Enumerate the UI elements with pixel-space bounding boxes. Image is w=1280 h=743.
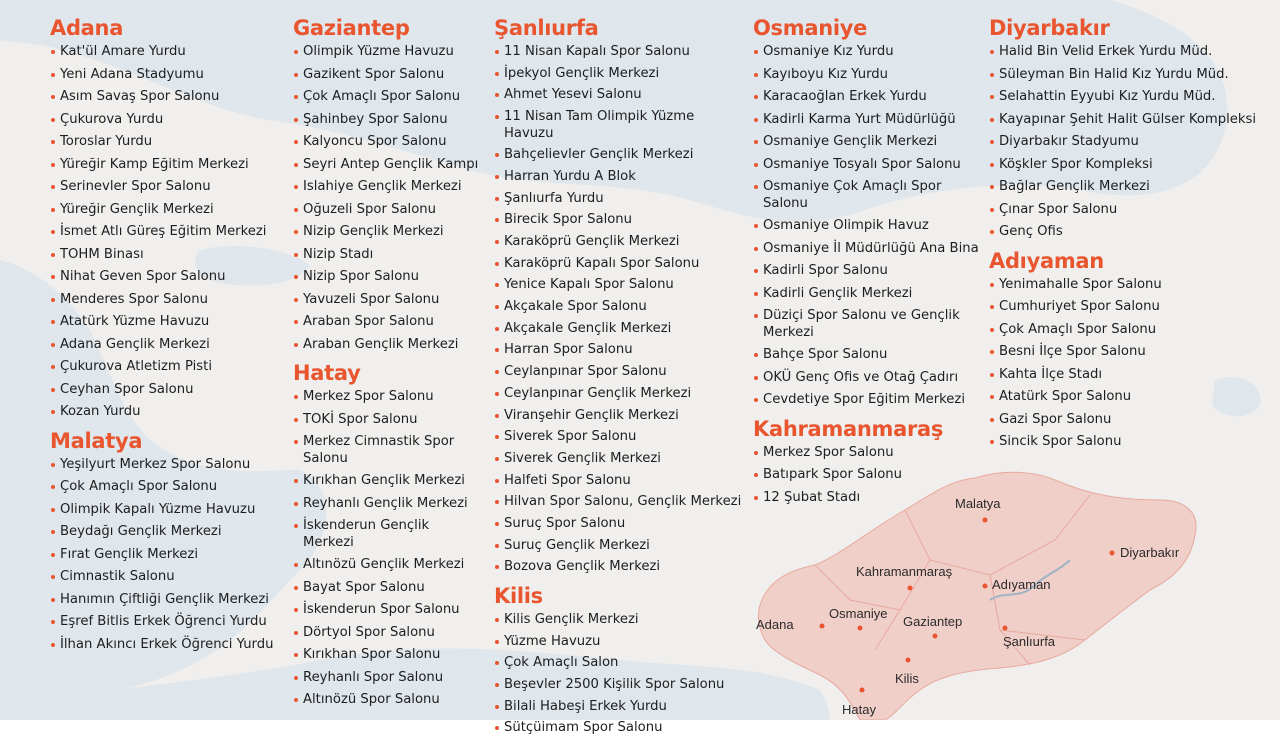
facility-item: Gazi Spor Salonu: [989, 412, 1259, 429]
city-heading: Osmaniye: [753, 16, 868, 40]
facility-item: Halfeti Spor Salonu: [494, 473, 744, 490]
facility-item: Osmaniye Gençlik Merkezi: [753, 134, 983, 151]
map-label-adana: Adana: [756, 617, 794, 632]
city-heading: Gaziantep: [293, 16, 410, 40]
facility-item: Islahiye Gençlik Merkezi: [293, 179, 483, 196]
facility-item: Batıpark Spor Salonu: [753, 467, 983, 484]
facility-item: Fırat Gençlik Merkezi: [50, 547, 275, 564]
facility-item: Nizip Gençlik Merkezi: [293, 224, 483, 241]
facility-item: Birecik Spor Salonu: [494, 212, 744, 229]
facility-item: OKÜ Genç Ofis ve Otağ Çadırı: [753, 370, 983, 387]
city-heading: Adıyaman: [989, 248, 1104, 273]
facility-item: Cumhuriyet Spor Salonu: [989, 299, 1259, 316]
facility-item: Beşevler 2500 Kişilik Spor Salonu: [494, 677, 744, 694]
facility-item: Yenice Kapalı Spor Salonu: [494, 277, 744, 294]
facility-item: Çınar Spor Salonu: [989, 202, 1259, 219]
facility-item: İlhan Akıncı Erkek Öğrenci Yurdu: [50, 637, 275, 654]
facility-item: Çok Amaçlı Spor Salonu: [50, 479, 275, 496]
facility-item: Akçakale Spor Salonu: [494, 299, 744, 316]
facility-item: Serinevler Spor Salonu: [50, 179, 275, 196]
facility-item: Çok Amaçlı Salon: [494, 655, 744, 672]
facility-item: Kalyoncu Spor Salonu: [293, 134, 483, 151]
facility-item: Kozan Yurdu: [50, 404, 275, 421]
facility-item: Viranşehir Gençlik Merkezi: [494, 408, 744, 425]
facility-item: Cimnastik Salonu: [50, 569, 275, 586]
facility-item: 11 Nisan Tam Olimpik Yüzme Havuzu: [494, 109, 744, 142]
facility-list: [753, 445, 983, 507]
column-3: [494, 14, 744, 743]
facility-item: Sincik Spor Salonu: [989, 434, 1259, 451]
city-heading: Diyarbakır: [989, 16, 1110, 40]
facility-item: Siverek Spor Salonu: [494, 429, 744, 446]
facility-item: Çok Amaçlı Spor Salonu: [989, 322, 1259, 339]
facility-item: Bozova Gençlik Merkezi: [494, 559, 744, 576]
facility-item: Kahta İlçe Stadı: [989, 367, 1259, 384]
city-heading: Kahramanmaraş: [753, 416, 944, 441]
facility-item: Yenimahalle Spor Salonu: [989, 277, 1259, 294]
column-5: [989, 14, 1259, 457]
city-heading: Kilis: [494, 583, 543, 608]
facility-item: Nizip Stadı: [293, 247, 483, 264]
facility-item: Çok Amaçlı Spor Salonu: [293, 89, 483, 106]
facility-item: Merkez Spor Salonu: [293, 389, 483, 406]
facility-item: Suruç Spor Salonu: [494, 516, 744, 533]
facility-item: Atatürk Spor Salonu: [989, 389, 1259, 406]
facility-item: Adana Gençlik Merkezi: [50, 337, 275, 354]
facility-item: Kayapınar Şehit Halit Gülser Kompleksi: [989, 112, 1259, 129]
facility-list: [989, 44, 1259, 241]
facility-item: Harran Spor Salonu: [494, 342, 744, 359]
facility-item: Kayıboyu Kız Yurdu: [753, 67, 983, 84]
city-heading: Adana: [50, 16, 124, 40]
facility-item: Yeşilyurt Merkez Spor Salonu: [50, 457, 275, 474]
facility-item: Altınözü Gençlik Merkezi: [293, 557, 483, 574]
column-4: [753, 14, 983, 512]
map-label-malatya: Malatya: [955, 496, 1001, 511]
facility-item: TOHM Binası: [50, 247, 275, 264]
facility-item: İskenderun Gençlik Merkezi: [293, 518, 483, 551]
facility-item: Akçakale Gençlik Merkezi: [494, 321, 744, 338]
facility-item: İsmet Atlı Güreş Eğitim Merkezi: [50, 224, 275, 241]
facility-item: Asım Savaş Spor Salonu: [50, 89, 275, 106]
facility-item: Suruç Gençlik Merkezi: [494, 538, 744, 555]
facility-list: [989, 277, 1259, 451]
facility-item: Siverek Gençlik Merkezi: [494, 451, 744, 468]
facility-item: Beydağı Gençlik Merkezi: [50, 524, 275, 541]
map-label-diyarbakir: Diyarbakır: [1120, 545, 1180, 560]
facility-item: Yeni Adana Stadyumu: [50, 67, 275, 84]
facility-item: Bahçe Spor Salonu: [753, 347, 983, 364]
facility-item: Oğuzeli Spor Salonu: [293, 202, 483, 219]
facility-item: Halid Bin Velid Erkek Yurdu Müd.: [989, 44, 1259, 61]
city-heading: Malatya: [50, 428, 143, 453]
facility-item: Cevdetiye Spor Eğitim Merkezi: [753, 392, 983, 409]
facility-item: Harran Yurdu A Blok: [494, 169, 744, 186]
facility-item: Köşkler Spor Kompleksi: [989, 157, 1259, 174]
facility-item: Olimpik Yüzme Havuzu: [293, 44, 483, 61]
facility-item: Hilvan Spor Salonu, Gençlik Merkezi: [494, 494, 744, 511]
facility-item: Şanlıurfa Yurdu: [494, 191, 744, 208]
facility-item: Toroslar Yurdu: [50, 134, 275, 151]
map-label-sanliurfa: Şanlıurfa: [1003, 634, 1056, 649]
column-1: [50, 14, 275, 659]
facility-item: Kadirli Gençlik Merkezi: [753, 286, 983, 303]
facility-item: Bahçelievler Gençlik Merkezi: [494, 147, 744, 164]
facility-item: Ceylanpınar Gençlik Merkezi: [494, 386, 744, 403]
facility-item: Karaköprü Kapalı Spor Salonu: [494, 256, 744, 273]
city-heading: Hatay: [293, 361, 361, 385]
facility-list: [293, 389, 483, 709]
facility-item: Karaköprü Gençlik Merkezi: [494, 234, 744, 251]
facility-list: [50, 44, 275, 421]
facility-item: 12 Şubat Stadı: [753, 490, 983, 507]
facility-item: Dörtyol Spor Salonu: [293, 625, 483, 642]
facility-item: Osmaniye Olimpik Havuz: [753, 218, 983, 235]
facility-item: Ceyhan Spor Salonu: [50, 382, 275, 399]
facility-item: Çukurova Yurdu: [50, 112, 275, 129]
facility-item: Gazikent Spor Salonu: [293, 67, 483, 84]
facility-item: Besni İlçe Spor Salonu: [989, 344, 1259, 361]
facility-item: Yüzme Havuzu: [494, 634, 744, 651]
column-2: [293, 14, 483, 715]
facility-item: Olimpik Kapalı Yüzme Havuzu: [50, 502, 275, 519]
map-label-osmaniye: Osmaniye: [829, 606, 888, 621]
facility-item: Altınözü Spor Salonu: [293, 692, 483, 709]
facility-item: Bağlar Gençlik Merkezi: [989, 179, 1259, 196]
facility-item: Seyri Antep Gençlik Kampı: [293, 157, 483, 174]
facility-item: Reyhanlı Gençlik Merkezi: [293, 496, 483, 513]
facility-item: Osmaniye Çok Amaçlı Spor Salonu: [753, 179, 983, 212]
facility-list: [494, 44, 744, 576]
facility-item: Çukurova Atletizm Pisti: [50, 359, 275, 376]
facility-item: Ahmet Yesevi Salonu: [494, 87, 744, 104]
facility-item: Atatürk Yüzme Havuzu: [50, 314, 275, 331]
facility-item: Yüreğir Kamp Eğitim Merkezi: [50, 157, 275, 174]
facility-item: Düziçi Spor Salonu ve Gençlik Merkezi: [753, 308, 983, 341]
facility-item: Kilis Gençlik Merkezi: [494, 612, 744, 629]
facility-item: Nihat Geven Spor Salonu: [50, 269, 275, 286]
facility-item: Kırıkhan Gençlik Merkezi: [293, 473, 483, 490]
facility-item: Bayat Spor Salonu: [293, 580, 483, 597]
facility-item: Kat'ül Amare Yurdu: [50, 44, 275, 61]
map-label-hatay: Hatay: [842, 702, 876, 717]
facility-item: Hanımın Çiftliği Gençlik Merkezi: [50, 592, 275, 609]
facility-item: Bilali Habeşi Erkek Yurdu: [494, 699, 744, 716]
facility-item: Selahattin Eyyubi Kız Yurdu Müd.: [989, 89, 1259, 106]
city-heading: Şanlıurfa: [494, 16, 599, 40]
facility-item: Kadirli Spor Salonu: [753, 263, 983, 280]
map-label-kahramanmaras: Kahramanmaraş: [856, 564, 953, 579]
facility-item: Reyhanlı Spor Salonu: [293, 670, 483, 687]
facility-item: Nizip Spor Salonu: [293, 269, 483, 286]
facility-item: Eşref Bitlis Erkek Öğrenci Yurdu: [50, 614, 275, 631]
facility-item: Karacaoğlan Erkek Yurdu: [753, 89, 983, 106]
facility-item: Kadirli Karma Yurt Müdürlüğü: [753, 112, 983, 129]
facility-item: Yüreğir Gençlik Merkezi: [50, 202, 275, 219]
facility-list: [50, 457, 275, 654]
map-label-kilis: Kilis: [895, 671, 919, 686]
facility-item: Osmaniye Tosyalı Spor Salonu: [753, 157, 983, 174]
facility-list: [293, 44, 483, 353]
facility-item: Osmaniye İl Müdürlüğü Ana Bina: [753, 241, 983, 258]
facility-item: Merkez Cimnastik Spor Salonu: [293, 434, 483, 467]
facility-item: Ceylanpınar Spor Salonu: [494, 364, 744, 381]
facility-item: TOKİ Spor Salonu: [293, 412, 483, 429]
facility-item: Osmaniye Kız Yurdu: [753, 44, 983, 61]
facility-item: İskenderun Spor Salonu: [293, 602, 483, 619]
facility-item: Sütçüimam Spor Salonu: [494, 720, 744, 737]
facility-list: [494, 612, 744, 737]
map-label-gaziantep: Gaziantep: [903, 614, 963, 629]
facility-item: 11 Nisan Kapalı Spor Salonu: [494, 44, 744, 61]
facility-item: Süleyman Bin Halid Kız Yurdu Müd.: [989, 67, 1259, 84]
map-label-adiyaman: Adıyaman: [992, 577, 1051, 592]
facility-item: Merkez Spor Salonu: [753, 445, 983, 462]
facility-item: Şahinbey Spor Salonu: [293, 112, 483, 129]
facility-item: Araban Gençlik Merkezi: [293, 337, 483, 354]
facility-item: İpekyol Gençlik Merkezi: [494, 66, 744, 83]
facility-item: Araban Spor Salonu: [293, 314, 483, 331]
facility-item: Diyarbakır Stadyumu: [989, 134, 1259, 151]
facility-list: [753, 44, 983, 409]
facility-item: Menderes Spor Salonu: [50, 292, 275, 309]
facility-item: Kırıkhan Spor Salonu: [293, 647, 483, 664]
facility-item: Yavuzeli Spor Salonu: [293, 292, 483, 309]
facility-item: Genç Ofis: [989, 224, 1259, 241]
